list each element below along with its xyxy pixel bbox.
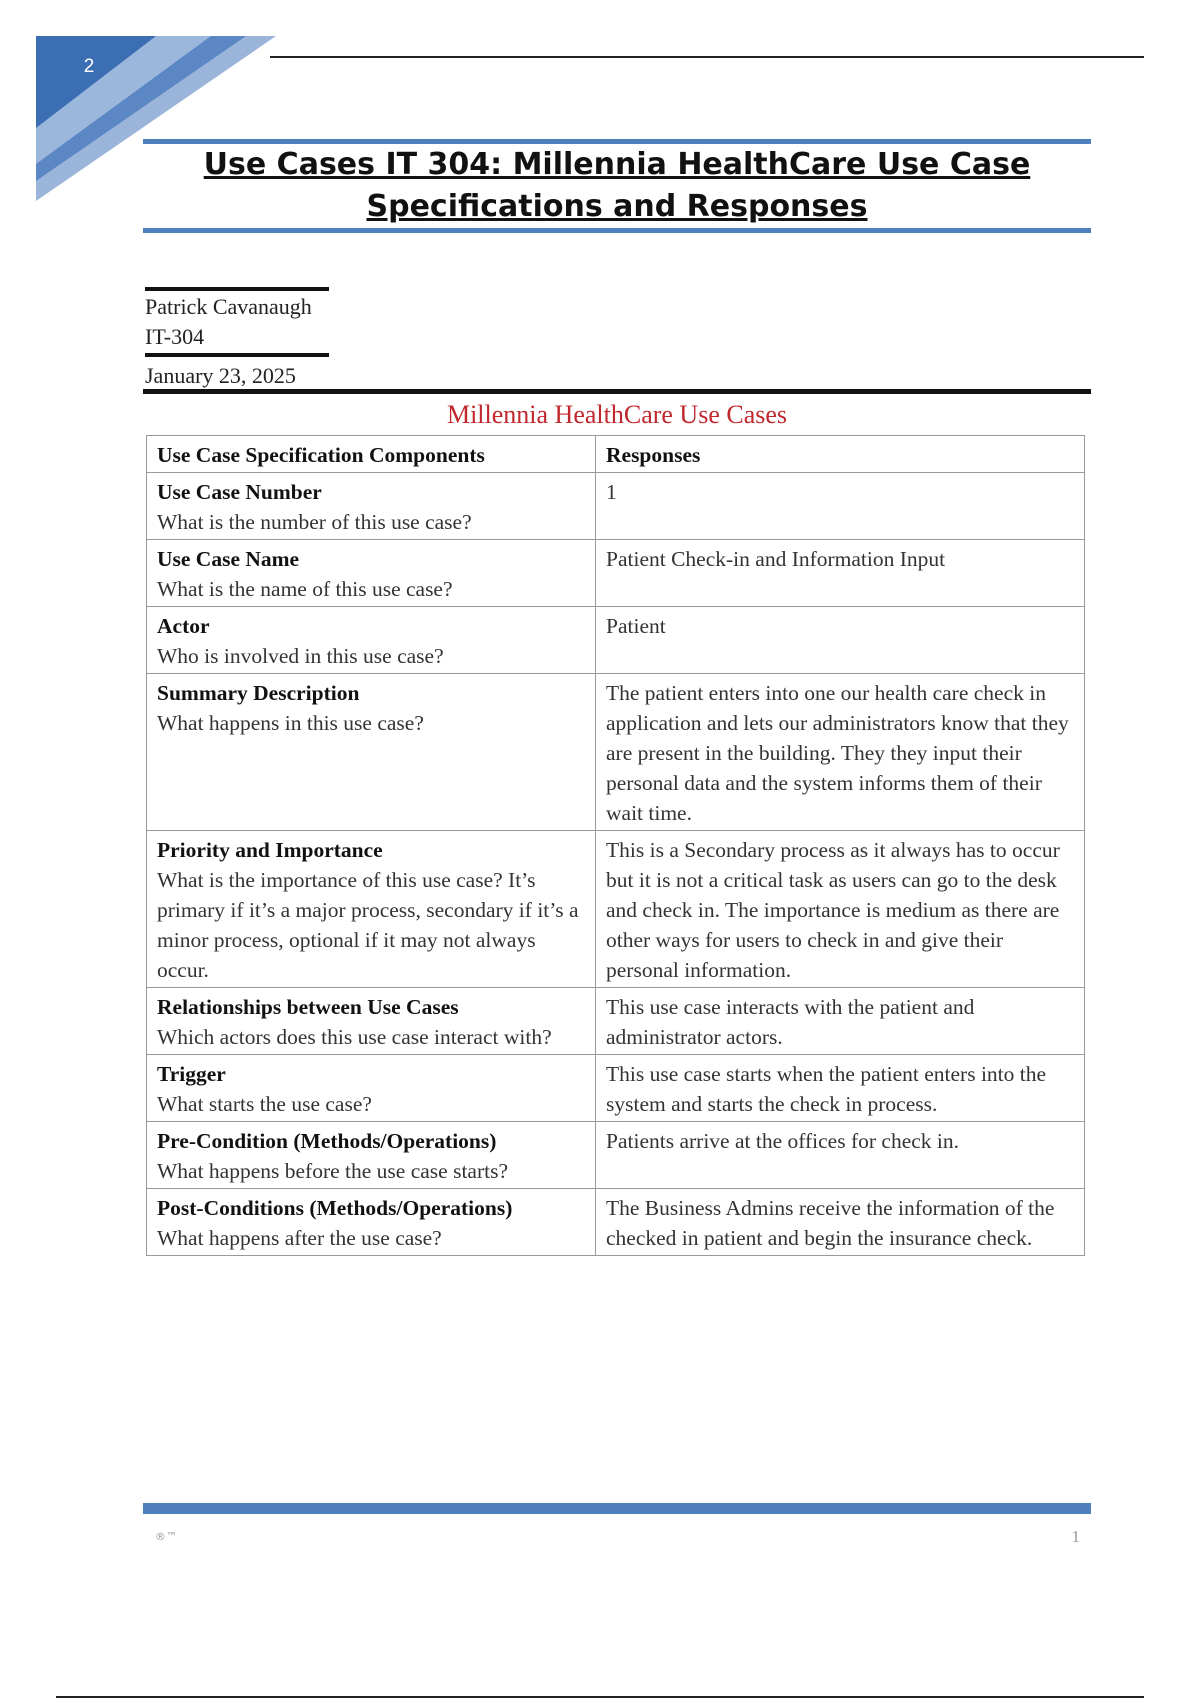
column-header-components: Use Case Specification Components	[147, 436, 596, 473]
component-name: Post-Conditions (Methods/Operations)	[157, 1196, 513, 1220]
component-question: What happens after the use case?	[157, 1226, 442, 1250]
component-question: What starts the use case?	[157, 1092, 372, 1116]
document-title: Use Cases IT 304: Millennia HealthCare Use Case Specifications and Responses	[203, 147, 1031, 224]
table-caption: Millennia HealthCare Use Cases	[446, 400, 788, 429]
component-cell	[147, 473, 596, 540]
component-question: What is the importance of this use case? It’s primary if it’s a major process, secondary if it’s a minor process, optional if it may not always occur.	[157, 868, 579, 982]
header-rule	[270, 56, 1144, 58]
component-name: Use Case Number	[157, 480, 322, 504]
column-header-responses: Responses	[596, 436, 1085, 473]
component-name: Trigger	[157, 1062, 226, 1086]
table-row	[147, 540, 1085, 607]
author-rule-bottom	[145, 353, 329, 357]
component-name: Summary Description	[157, 681, 360, 705]
table-row	[147, 988, 1085, 1055]
component-question: What happens before the use case starts?	[157, 1159, 509, 1183]
component-name: Relationships between Use Cases	[157, 995, 459, 1019]
component-question: What happens in this use case?	[157, 711, 424, 735]
author-date: January 23, 2025	[145, 363, 296, 388]
component-name: Priority and Importance	[157, 838, 383, 862]
page-number-badge: 2	[83, 56, 95, 77]
component-cell	[147, 540, 596, 607]
component-cell	[147, 674, 596, 831]
table-row	[147, 607, 1085, 674]
response-cell: This use case interacts with the patient and administrator actors.	[596, 988, 1085, 1055]
response-cell: The patient enters into one our health care check in application and lets our administrators know that they are present in the building. They they input their personal data and the system informs them of their wait time.	[596, 674, 1085, 831]
component-cell	[147, 1055, 596, 1122]
response-cell: This use case starts when the patient enters into the system and starts the check in process.	[596, 1055, 1085, 1122]
component-question: Who is involved in this use case?	[157, 644, 444, 668]
response-cell: Patients arrive at the offices for check in.	[596, 1122, 1085, 1189]
response-cell: Patient Check-in and Information Input	[596, 540, 1085, 607]
table-header-row	[147, 436, 1085, 473]
component-question: What is the number of this use case?	[157, 510, 472, 534]
response-cell: Patient	[596, 607, 1085, 674]
footer-page-number: 1	[1071, 1527, 1080, 1546]
footer-bar	[143, 1503, 1091, 1514]
bottom-rule	[56, 1696, 1144, 1698]
author-name: Patrick Cavanaugh	[145, 294, 312, 319]
author-course: IT-304	[145, 324, 205, 349]
author-rule-top	[145, 287, 329, 291]
table-row	[147, 831, 1085, 988]
table-row	[147, 1122, 1085, 1189]
footer-trademark: ®™	[155, 1530, 177, 1543]
component-cell	[147, 607, 596, 674]
title-bar-bottom	[143, 228, 1091, 233]
component-cell	[147, 988, 596, 1055]
table-row	[147, 674, 1085, 831]
table-row	[147, 1189, 1085, 1256]
component-cell	[147, 1122, 596, 1189]
component-question: What is the name of this use case?	[157, 577, 453, 601]
response-cell: This is a Secondary process as it always has to occur but it is not a critical task as users can go to the desk and check in. The importance is medium as there are other ways for users to check in and give their personal information.	[596, 831, 1085, 988]
use-case-table	[146, 435, 1085, 1256]
component-name: Actor	[157, 614, 210, 638]
component-question: Which actors does this use case interact with?	[157, 1025, 552, 1049]
table-row	[147, 1055, 1085, 1122]
section-rule	[143, 389, 1091, 394]
component-name: Pre-Condition (Methods/Operations)	[157, 1129, 497, 1153]
response-cell: The Business Admins receive the information of the checked in patient and begin the insurance check.	[596, 1189, 1085, 1256]
table-row	[147, 473, 1085, 540]
component-cell	[147, 1189, 596, 1256]
component-name: Use Case Name	[157, 547, 300, 571]
component-cell	[147, 831, 596, 988]
response-cell: 1	[596, 473, 1085, 540]
